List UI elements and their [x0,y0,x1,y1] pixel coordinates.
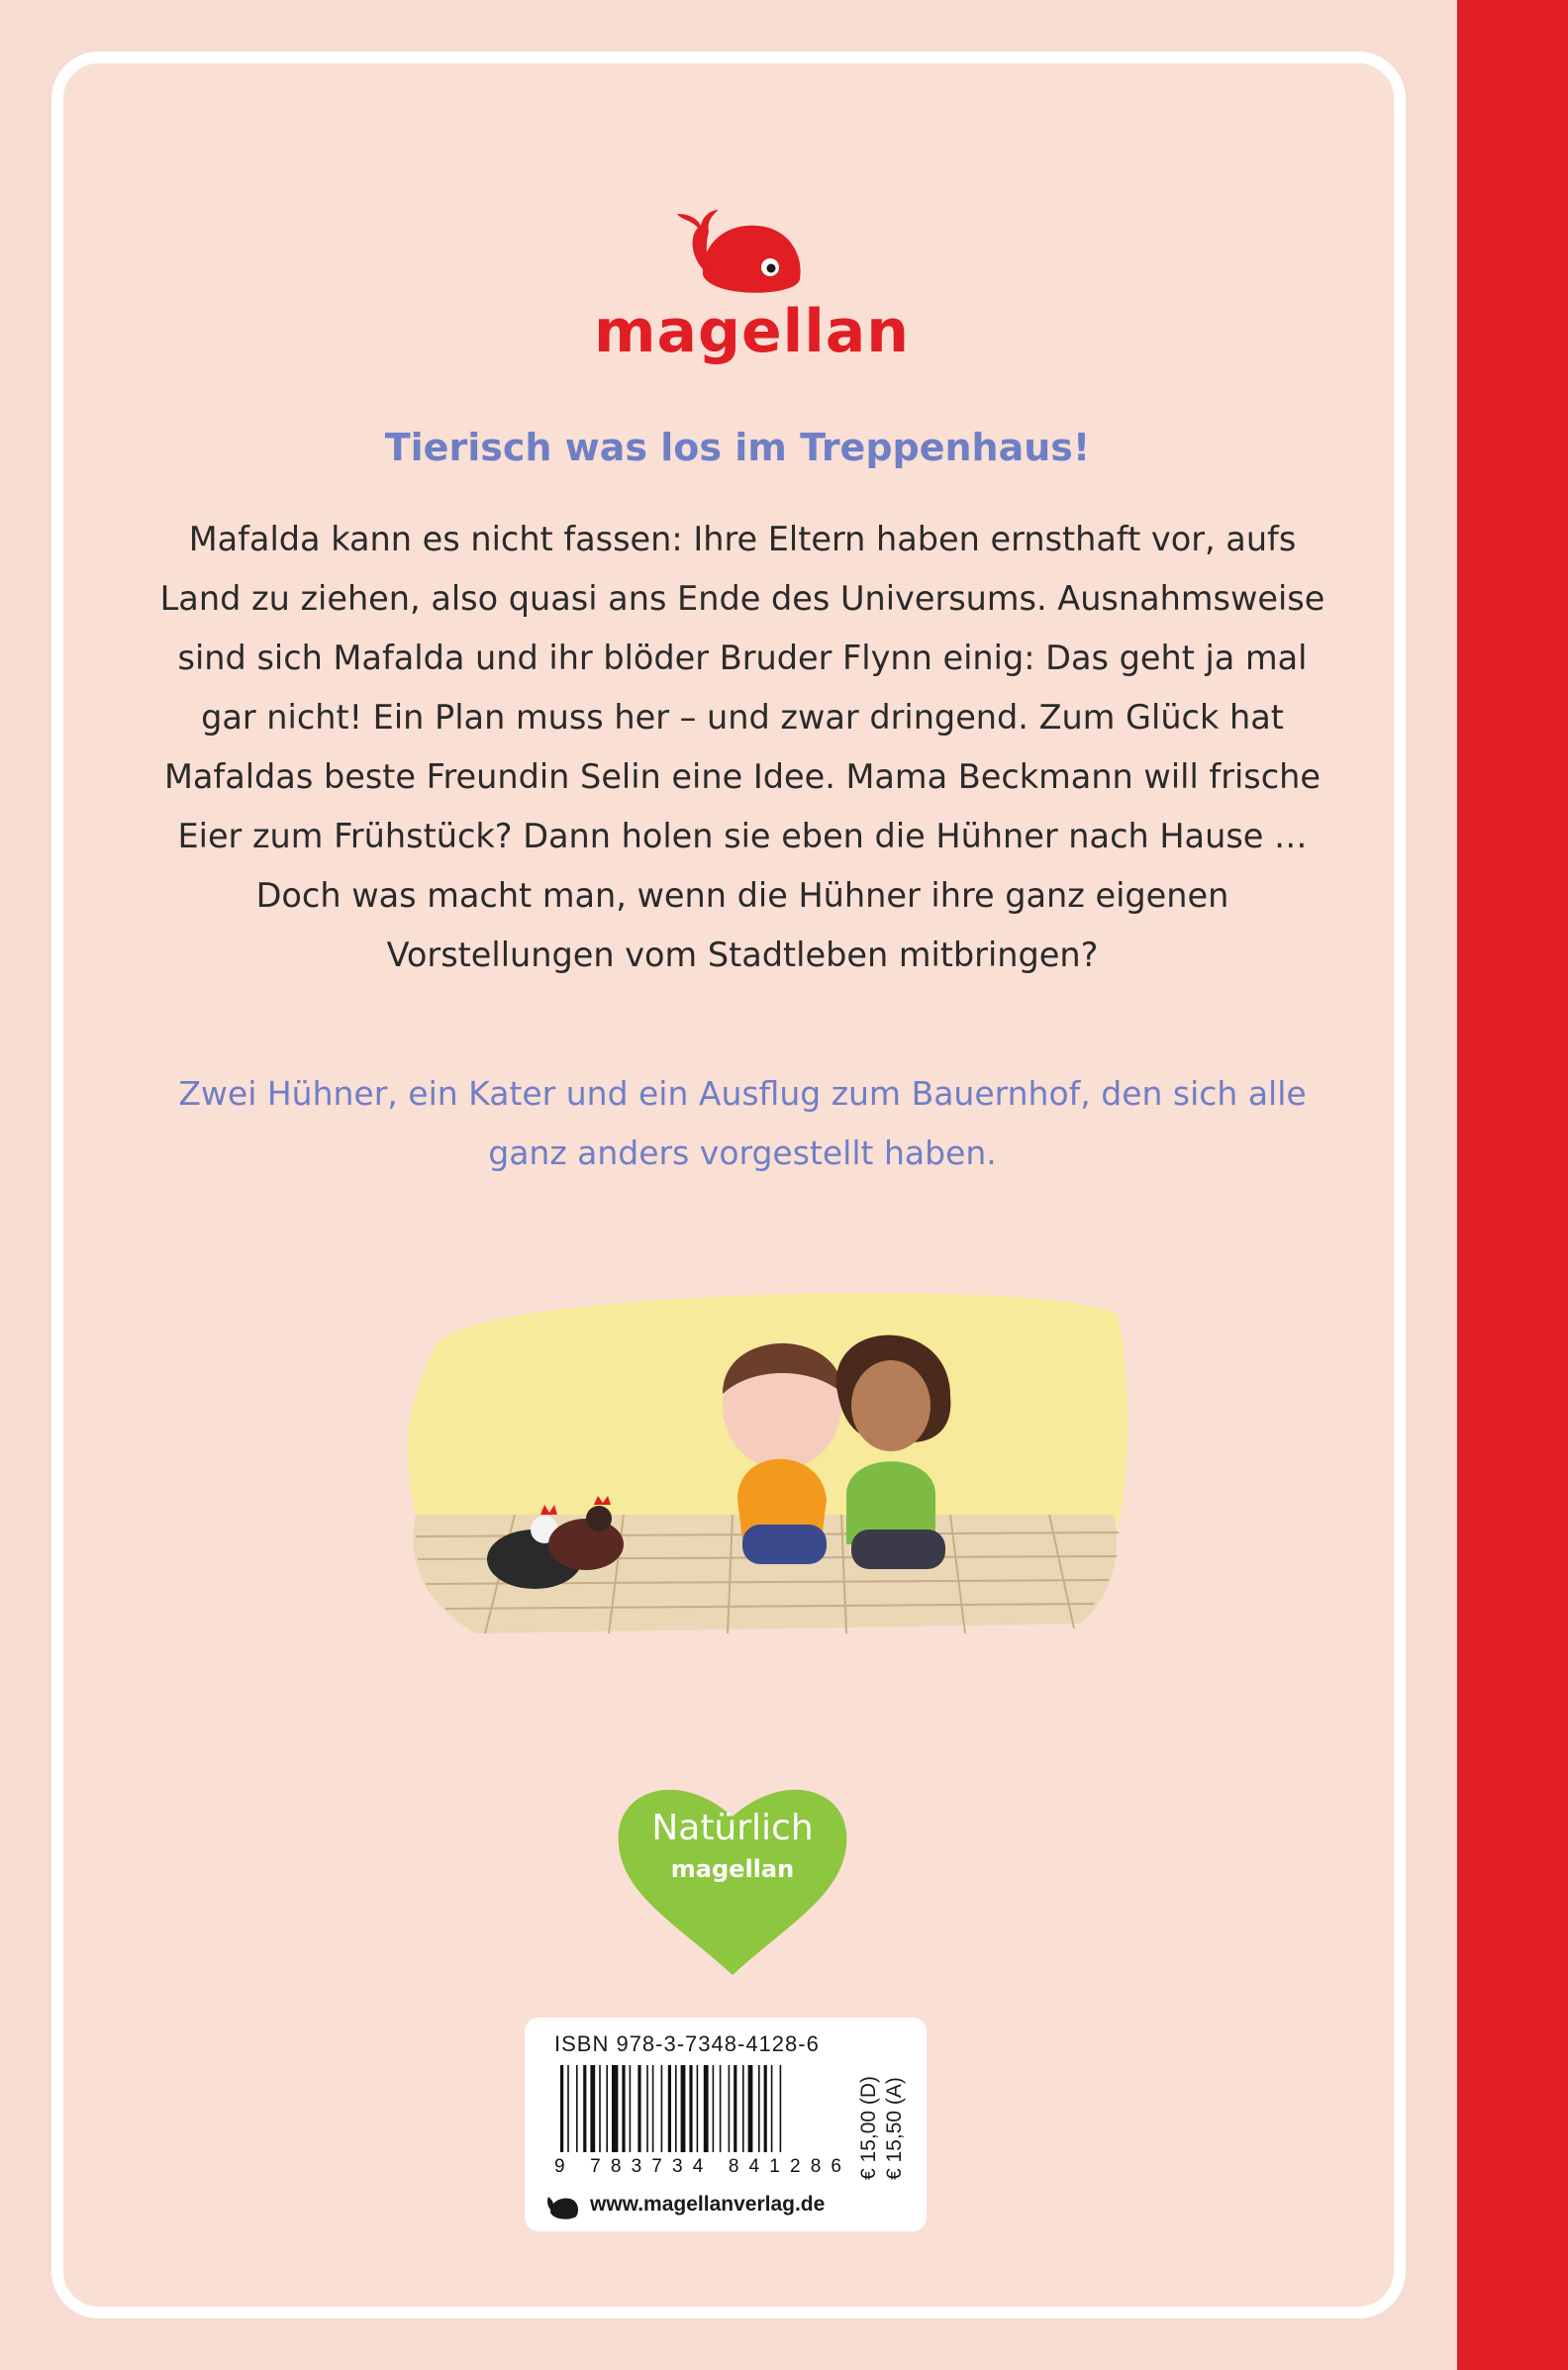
barcode-bar [590,2065,595,2152]
barcode-bar [748,2065,753,2152]
natuerlich-magellan-badge [614,1772,851,1980]
publisher-logo [594,198,910,376]
barcode-bar [668,2065,671,2152]
barcode-bar [697,2065,699,2152]
barcode-bar [713,2065,715,2152]
barcode-digits: 9 783734 841286 [554,2156,841,2176]
barcode-bar [622,2065,625,2152]
barcode-bar [560,2065,563,2152]
barcode-bar [599,2065,601,2152]
price-austria: € 15,50 (A) [883,2077,906,2180]
barcode-bar [583,2065,586,2152]
barcode-bar [675,2065,677,2152]
barcode-bar [612,2065,618,2152]
barcode-bar [780,2065,782,2152]
barcode-bar [576,2065,578,2152]
barcode-bar [764,2065,767,2152]
badge-line2: magellan [670,1855,795,1883]
barcode-bar [630,2065,632,2152]
barcode-bar [720,2065,722,2152]
barcode-bar [704,2065,709,2152]
barcode-bar [637,2065,640,2152]
isbn-number: ISBN 978-3-7348-4128-6 [554,2031,820,2056]
price-germany: € 15,00 (D) [857,2075,880,2180]
whale-icon [544,2193,582,2221]
barcode-bar [567,2065,569,2152]
barcode-bar [646,2065,648,2152]
logo-wordmark: magellan [594,297,910,366]
blurb-text: Mafalda kann es nicht fassen: Ihre Eltern haben ernsthaft vor, aufs Land zu ziehen, also quasi ans Ende des Universums. Ausnahmsweise sind sich Mafalda und ihr blöder Bruder Flynn einig: Das geht ja mal gar nicht! Ein Plan muss her – und zwar dringend. Zum Glück hat Mafaldas beste Freundin Selin eine Idee. Mama Beckmann will frische Eier zum Frühstück? Dann holen sie eben die Hühner nach Hause … Doch was macht man, wenn die Hühner ihre ganz eigenen Vorstellungen vom Stadtleben mitbringen? [159,520,1325,974]
barcode-bar [771,2065,773,2152]
barcode-bar [689,2065,692,2152]
barcode-bar [681,2065,686,2152]
barcode-bar [729,2065,731,2152]
illustration [396,1277,1128,1653]
barcode-bar [606,2065,608,2152]
headline: Tierisch was los im Treppenhaus! [384,426,1091,469]
badge-line1: Natürlich [651,1808,814,1848]
whale-icon [594,198,891,307]
barcode-bar [742,2065,744,2152]
spine-stripe [1457,0,1568,2370]
barcode-bar [661,2065,663,2152]
publisher-url: www.magellanverlag.de [590,2193,826,2216]
barcode-bar [734,2065,736,2152]
isbn-box [525,2018,927,2231]
barcode [552,2065,849,2176]
barcode-bar [758,2065,760,2152]
tagline-text: Zwei Hühner, ein Kater und ein Ausflug zum Bauernhof, den sich alle ganz anders vorgestellt haben. [178,1074,1307,1172]
barcode-bar [652,2065,654,2152]
